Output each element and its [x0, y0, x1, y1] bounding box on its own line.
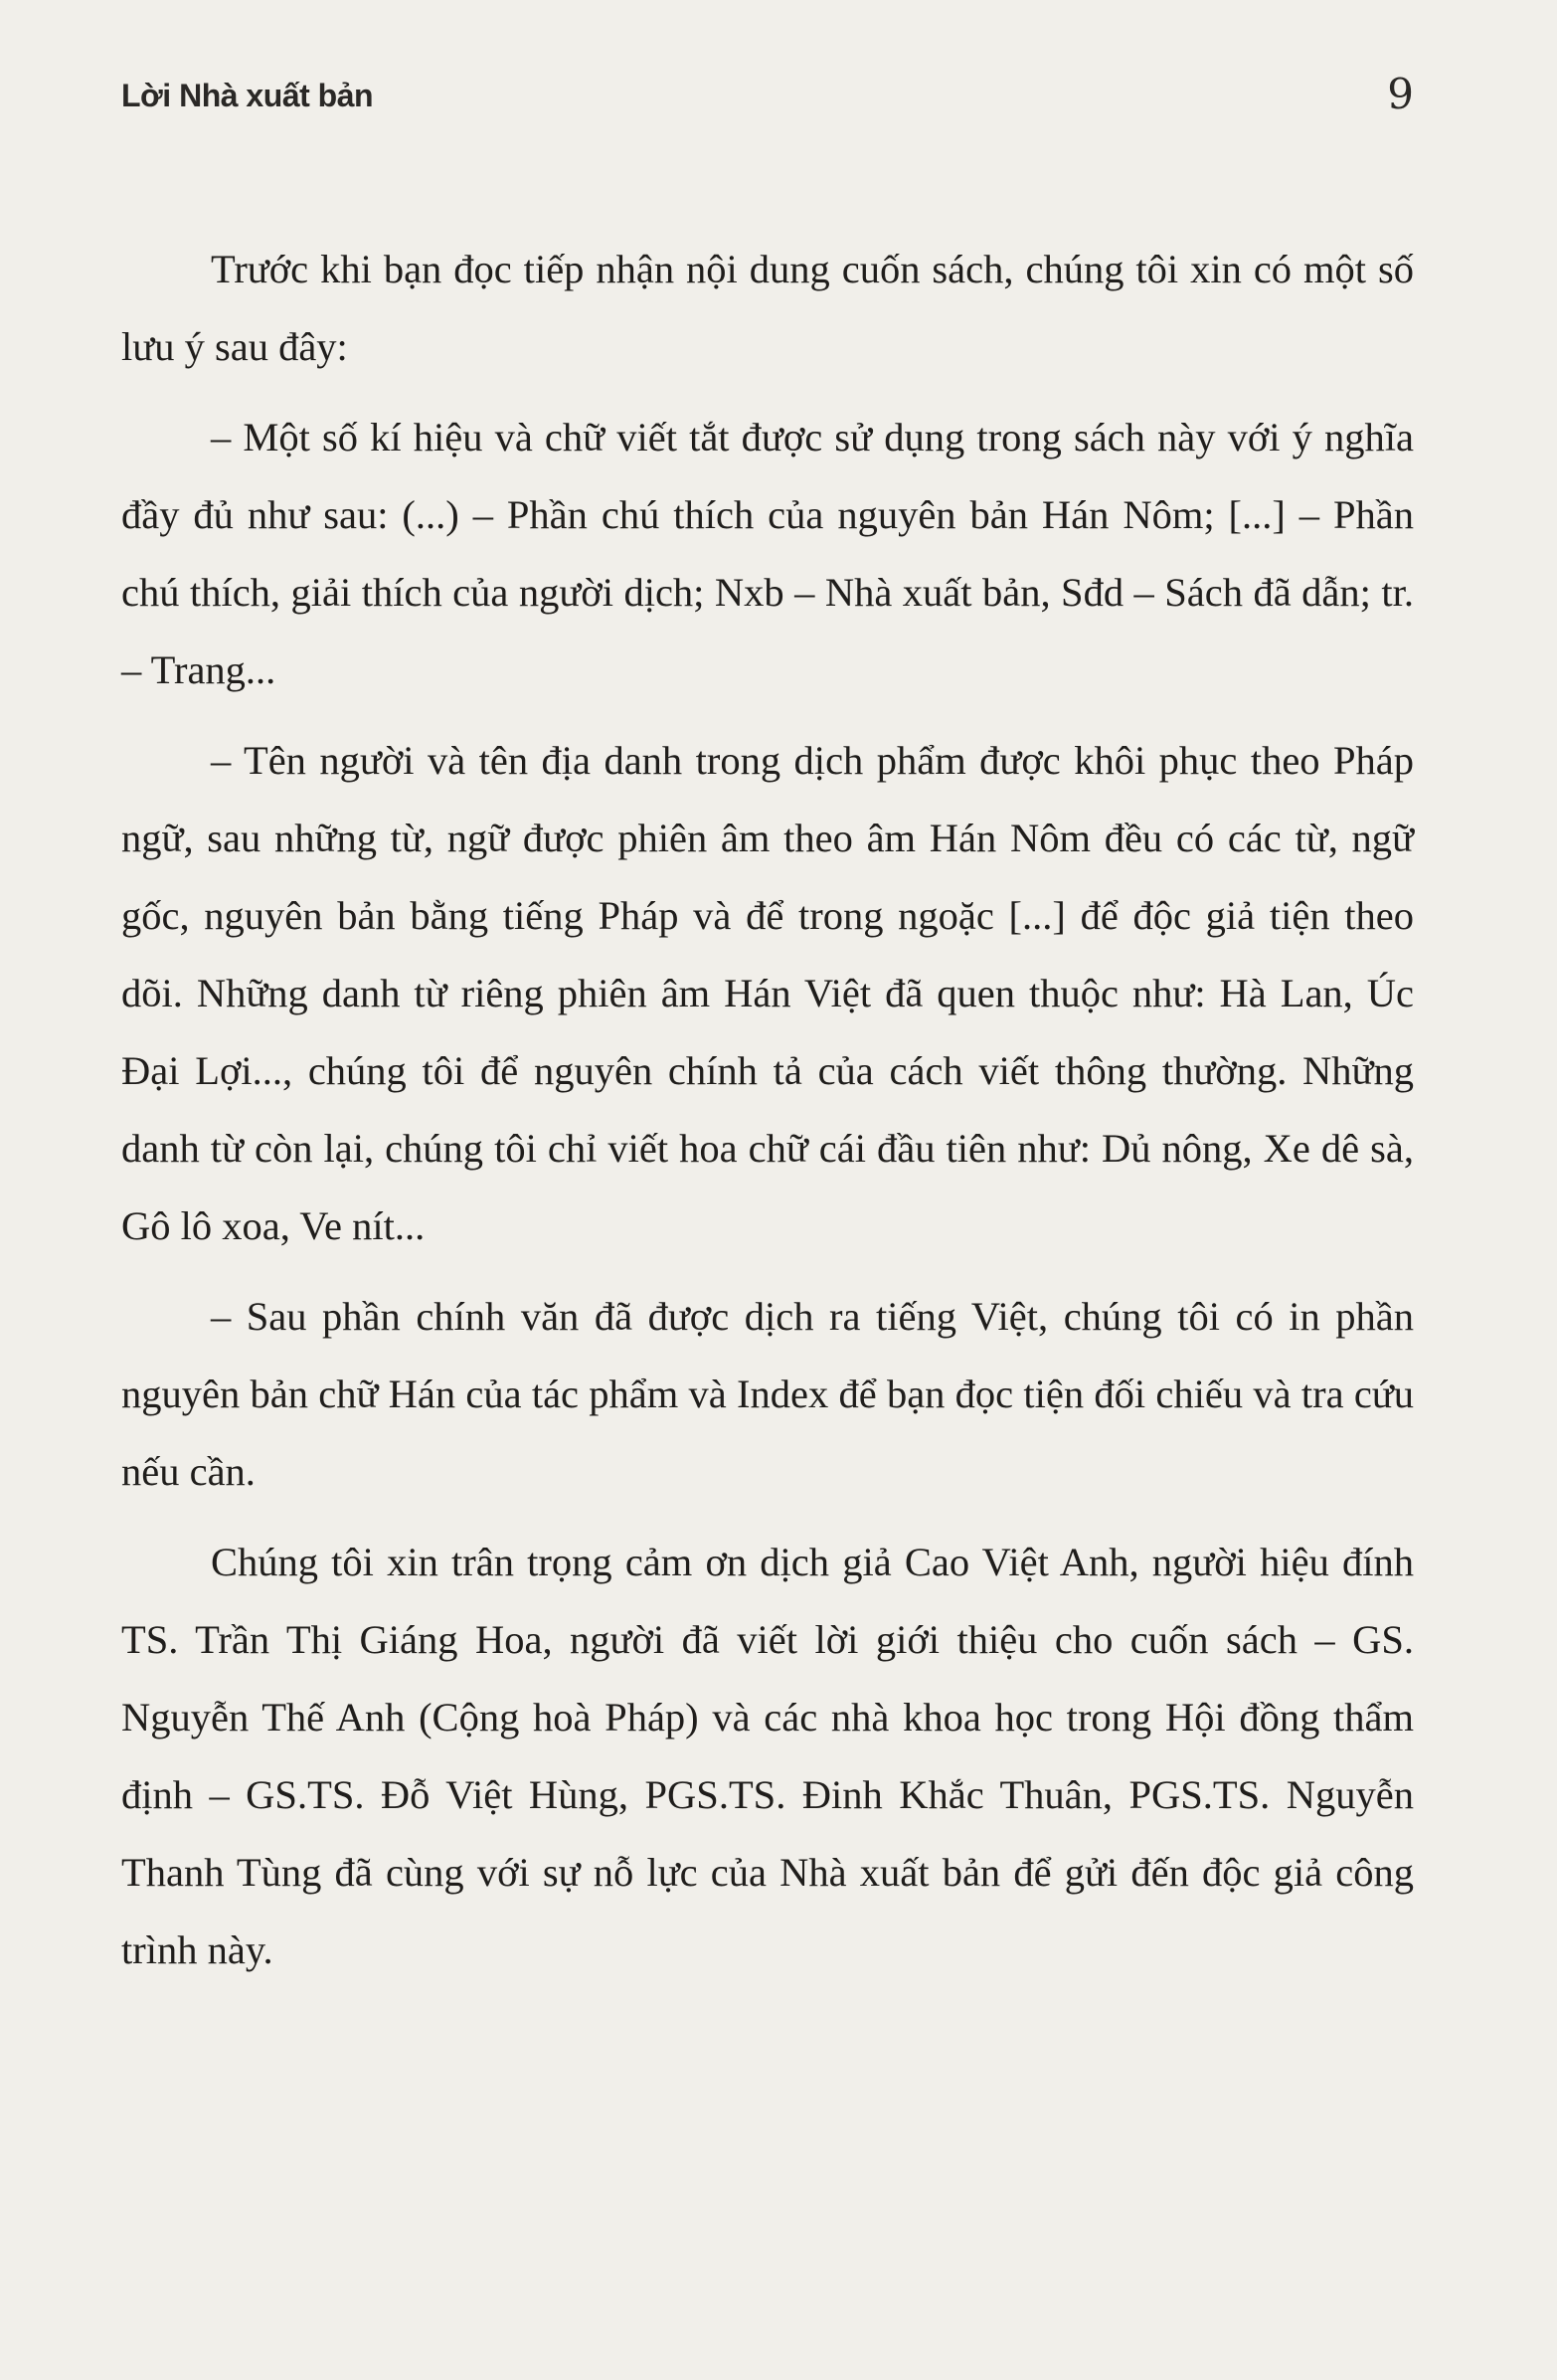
paragraph-intro: Trước khi bạn đọc tiếp nhận nội dung cuốn sách, chúng tôi xin có một số lưu ý sau đây: — [121, 247, 1414, 369]
paragraph-original-text: – Sau phần chính văn đã được dịch ra tiếng Việt, chúng tôi có in phần nguyên bản chữ Hán của tác phẩm và Index để bạn đọc tiện đối chiếu và tra cứu nếu cần. — [121, 1294, 1414, 1494]
paragraph-abbreviations: – Một số kí hiệu và chữ viết tắt được sử dụng trong sách này với ý nghĩa đầy đủ như sau: (...) – Phần chú thích của nguyên bản Hán Nôm; [...] – Phần chú thích, giải thích của người dịch; Nxb – Nhà xuất bản, Sđd – Sách đã dẫn; tr. – Trang... — [121, 415, 1414, 692]
running-title: Lời Nhà xuất bản — [121, 78, 373, 113]
paragraph-acknowledgements: Chúng tôi xin trân trọng cảm ơn dịch giả Cao Việt Anh, người hiệu đính TS. Trần Thị Giáng Hoa, người đã viết lời giới thiệu cho cuốn sách – GS. Nguyễn Thế Anh (Cộng hoà Pháp) và các nhà khoa học trong Hội đồng thẩm định – GS.TS. Đỗ Việt Hùng, PGS.TS. Đinh Khắc Thuân, PGS.TS. Nguyễn Thanh Tùng đã cùng với sự nỗ lực của Nhà xuất bản để gửi đến độc giả công trình này. — [121, 1540, 1414, 1972]
paragraph-names: – Tên người và tên địa danh trong dịch phẩm được khôi phục theo Pháp ngữ, sau những từ, ngữ được phiên âm theo âm Hán Nôm đều có các từ, ngữ gốc, nguyên bản bằng tiếng Pháp và để trong ngoặc [...] để độc giả tiện theo dõi. Những danh từ riêng phiên âm Hán Việt đã quen thuộc như: Hà Lan, Úc Đại Lợi..., chúng tôi để nguyên chính tả của cách viết thông thường. Những danh từ còn lại, chúng tôi chỉ viết hoa chữ cái đầu tiên như: Dủ nông, Xe dê sà, Gô lô xoa, Ve nít... — [121, 738, 1414, 1248]
body-text — [121, 231, 1414, 2002]
running-head — [121, 70, 1414, 129]
page-number: 9 — [1387, 70, 1414, 118]
